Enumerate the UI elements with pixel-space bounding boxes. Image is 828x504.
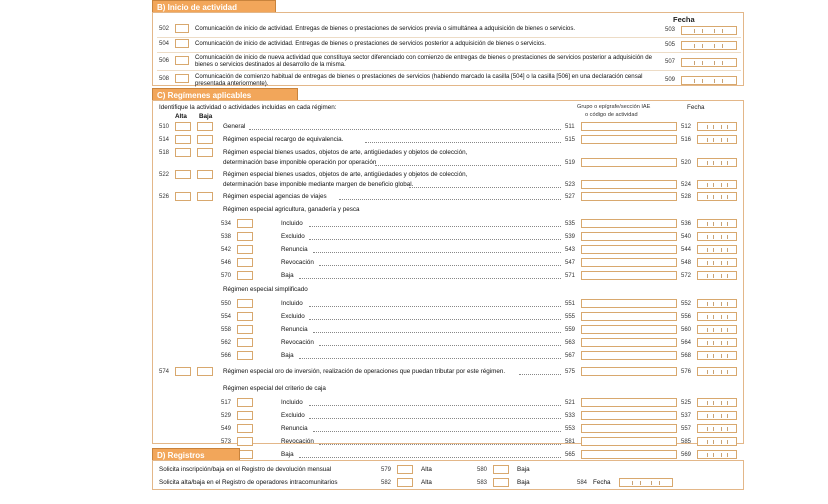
field-code-537: 537 xyxy=(681,413,692,419)
input-555[interactable] xyxy=(581,312,677,321)
checkbox-538[interactable] xyxy=(237,232,253,241)
field-code-522: 522 xyxy=(159,172,170,178)
checkbox-510-alta[interactable] xyxy=(175,122,191,131)
leader-dots xyxy=(365,142,561,143)
field-code-564: 564 xyxy=(681,340,692,346)
row-562 xyxy=(153,338,743,349)
field-code-547: 547 xyxy=(565,260,576,266)
leader-dots xyxy=(519,374,561,375)
field-code-514: 514 xyxy=(159,137,170,143)
leader-dots xyxy=(309,319,561,320)
checkbox-554[interactable] xyxy=(237,312,253,321)
row-554-text: Excluido xyxy=(281,313,305,320)
checkbox-534[interactable] xyxy=(237,219,253,228)
field-code-580: 580 xyxy=(477,467,488,473)
leader-dots xyxy=(339,199,561,200)
checkbox-542[interactable] xyxy=(237,245,253,254)
row-570-text: Baja xyxy=(281,272,294,279)
field-code-519: 519 xyxy=(565,160,576,166)
field-code-533: 533 xyxy=(565,413,576,419)
leader-dots xyxy=(313,252,561,253)
field-code-575: 575 xyxy=(565,369,576,375)
leader-dots xyxy=(309,405,561,406)
col-group-label: Grupo o epígrafe/sección IAE xyxy=(577,104,651,110)
section-c-intro: Identifique la actividad o actividades incluidas en cada régimen: xyxy=(159,104,337,111)
row-566 xyxy=(153,351,743,362)
agri-header: Régimen especial agricultura, ganadería y pesca xyxy=(223,206,360,213)
checkbox-579[interactable] xyxy=(397,465,413,474)
field-code-516: 516 xyxy=(681,137,692,143)
field-code-502: 502 xyxy=(159,26,170,32)
row-582 xyxy=(153,478,743,490)
input-523[interactable] xyxy=(581,180,677,189)
field-code-583: 583 xyxy=(477,480,488,486)
page-right-margin xyxy=(744,0,828,504)
field-code-562: 562 xyxy=(221,340,232,346)
field-code-558: 558 xyxy=(221,327,232,333)
field-code-550: 550 xyxy=(221,301,232,307)
input-581[interactable] xyxy=(581,437,677,446)
row-529 xyxy=(153,411,743,422)
row-550 xyxy=(153,299,743,310)
row-538-text: Excluido xyxy=(281,233,305,240)
leader-dots xyxy=(313,332,561,333)
row-582-text: Solicita alta/baja en el Registro de operadores intracomunitarios xyxy=(159,479,338,486)
section-b-title: B) Inicio de actividad xyxy=(157,3,238,12)
field-code-512: 512 xyxy=(681,124,692,130)
checkbox-550[interactable] xyxy=(237,299,253,308)
row-518-text2: determinación base imponible operación por operación xyxy=(223,159,377,166)
date-input-544[interactable] xyxy=(697,245,737,254)
field-code-574: 574 xyxy=(159,369,170,375)
date-input-584[interactable] xyxy=(619,478,673,487)
row-508 xyxy=(153,72,743,88)
row-526 xyxy=(153,192,743,203)
row-514 xyxy=(153,135,743,146)
date-input-548[interactable] xyxy=(697,258,737,267)
row-554 xyxy=(153,312,743,323)
field-code-566: 566 xyxy=(221,353,232,359)
row-573 xyxy=(153,437,743,448)
checkbox-529[interactable] xyxy=(237,411,253,420)
field-code-505: 505 xyxy=(665,42,676,48)
row-510 xyxy=(153,122,743,133)
field-code-579: 579 xyxy=(381,467,392,473)
checkbox-580[interactable] xyxy=(493,465,509,474)
field-code-549: 549 xyxy=(221,426,232,432)
input-559[interactable] xyxy=(581,325,677,334)
field-code-520: 520 xyxy=(681,160,692,166)
checkbox-517[interactable] xyxy=(237,398,253,407)
checkbox-573[interactable] xyxy=(237,437,253,446)
field-code-535: 535 xyxy=(565,221,576,227)
field-code-523: 523 xyxy=(565,182,576,188)
field-code-528: 528 xyxy=(681,194,692,200)
date-input-525[interactable] xyxy=(697,398,737,407)
col-baja-label: Baja xyxy=(199,113,213,120)
field-code-557: 557 xyxy=(681,426,692,432)
field-code-571: 571 xyxy=(565,273,576,279)
leader-dots xyxy=(309,226,561,227)
checkbox-574-baja[interactable] xyxy=(197,367,213,376)
checkbox-549[interactable] xyxy=(237,424,253,433)
row-546 xyxy=(153,258,743,269)
divider xyxy=(157,52,741,53)
row-542 xyxy=(153,245,743,256)
caja-header: Régimen especial del criterio de caja xyxy=(223,385,326,392)
row-542-text: Renuncia xyxy=(281,246,308,253)
col-group-label-2: o código de actividad xyxy=(585,112,638,118)
input-511[interactable] xyxy=(581,122,677,131)
date-input-520[interactable] xyxy=(697,158,737,167)
leader-dots xyxy=(299,278,561,279)
divider xyxy=(157,37,741,38)
row-517-text: Incluido xyxy=(281,399,303,406)
checkbox-504[interactable] xyxy=(175,39,189,48)
row-558 xyxy=(153,325,743,336)
field-code-573: 573 xyxy=(221,439,232,445)
row-579 xyxy=(153,465,743,477)
row-522 xyxy=(153,170,743,190)
field-code-565: 565 xyxy=(565,452,576,458)
simpl-header: Régimen especial simplificado xyxy=(223,286,308,293)
checkbox-582[interactable] xyxy=(397,478,413,487)
checkbox-522-alta[interactable] xyxy=(175,170,191,179)
row-582-fecha-label: Fecha xyxy=(593,479,611,486)
row-529-text: Excluido xyxy=(281,412,305,419)
field-code-506: 506 xyxy=(159,58,170,64)
field-code-567: 567 xyxy=(565,353,576,359)
checkbox-514-alta[interactable] xyxy=(175,135,191,144)
section-b xyxy=(152,0,744,86)
field-code-552: 552 xyxy=(681,301,692,307)
row-579-alta-label: Alta xyxy=(421,466,432,473)
row-506-text: Comunicación de inicio de nueva actividad que constituya sector diferenciado con comienzo de entregas de bienes o prestaciones de servicios posterior a adquisición de bienes o servicios destinados al desarrollo de la misma. xyxy=(195,54,652,69)
row-566-text: Baja xyxy=(281,352,294,359)
field-code-536: 536 xyxy=(681,221,692,227)
row-582-baja-label: Baja xyxy=(517,479,530,486)
row-534 xyxy=(153,219,743,230)
field-code-551: 551 xyxy=(565,301,576,307)
field-code-540: 540 xyxy=(681,234,692,240)
field-code-527: 527 xyxy=(565,194,576,200)
row-502-text: Comunicación de inicio de actividad. Entregas de bienes o prestaciones de servicios previa o simultánea a adquisición de bienes o servicios. xyxy=(195,25,576,32)
date-input-507[interactable] xyxy=(681,58,737,67)
field-code-507: 507 xyxy=(665,59,676,65)
date-input-540[interactable] xyxy=(697,232,737,241)
row-504-text: Comunicación de inicio de actividad. Entregas de bienes o prestaciones de servicios posterior a adquisición de bienes o servicios. xyxy=(195,40,546,47)
row-538 xyxy=(153,232,743,243)
leader-dots xyxy=(309,239,561,240)
field-code-559: 559 xyxy=(565,327,576,333)
checkbox-522-baja[interactable] xyxy=(197,170,213,179)
date-input-528[interactable] xyxy=(697,192,737,201)
date-input-572[interactable] xyxy=(697,271,737,280)
row-526-text: Régimen especial agencias de viajes xyxy=(223,193,327,200)
section-d-title: D) Registros xyxy=(157,451,205,460)
field-code-509: 509 xyxy=(665,77,676,83)
date-input-516[interactable] xyxy=(697,135,737,144)
row-514-text: Régimen especial recargo de equivalencia. xyxy=(223,136,344,143)
row-518-text: Régimen especial bienes usados, objetos de arte, antigüedades y objetos de colección, xyxy=(223,149,468,156)
leader-dots xyxy=(319,265,561,266)
checkbox-583[interactable] xyxy=(493,478,509,487)
col-fecha-label: Fecha xyxy=(687,104,705,111)
input-533[interactable] xyxy=(581,411,677,420)
section-d-panel xyxy=(152,460,744,490)
leader-dots xyxy=(309,306,561,307)
field-code-553: 553 xyxy=(565,426,576,432)
input-539[interactable] xyxy=(581,232,677,241)
date-input-503[interactable] xyxy=(681,26,737,35)
row-582-alta-label: Alta xyxy=(421,479,432,486)
input-521[interactable] xyxy=(581,398,677,407)
date-input-556[interactable] xyxy=(697,312,737,321)
row-502 xyxy=(153,24,743,38)
field-code-510: 510 xyxy=(159,124,170,130)
field-code-555: 555 xyxy=(565,314,576,320)
row-518 xyxy=(153,148,743,168)
field-code-556: 556 xyxy=(681,314,692,320)
date-input-552[interactable] xyxy=(697,299,737,308)
field-code-534: 534 xyxy=(221,221,232,227)
section-d xyxy=(152,448,744,490)
divider xyxy=(157,70,741,71)
date-input-509[interactable] xyxy=(681,76,737,85)
field-code-581: 581 xyxy=(565,439,576,445)
field-code-515: 515 xyxy=(565,137,576,143)
checkbox-526-baja[interactable] xyxy=(197,192,213,201)
field-code-585: 585 xyxy=(681,439,692,445)
checkbox-502[interactable] xyxy=(175,24,189,33)
field-code-504: 504 xyxy=(159,41,170,47)
field-code-511: 511 xyxy=(565,124,575,130)
checkbox-518-alta[interactable] xyxy=(175,148,191,157)
row-579-text: Solicita inscripción/baja en el Registro de devolución mensual xyxy=(159,466,332,473)
date-input-537[interactable] xyxy=(697,411,737,420)
field-code-542: 542 xyxy=(221,247,232,253)
field-code-526: 526 xyxy=(159,194,170,200)
field-code-572: 572 xyxy=(681,273,692,279)
row-573-text: Revocación xyxy=(281,438,314,445)
checkbox-510-baja[interactable] xyxy=(197,122,213,131)
field-code-546: 546 xyxy=(221,260,232,266)
leader-dots xyxy=(313,431,561,432)
leader-dots xyxy=(375,165,561,166)
input-563[interactable] xyxy=(581,338,677,347)
date-input-536[interactable] xyxy=(697,219,737,228)
row-561-text: Baja xyxy=(281,451,294,458)
field-code-560: 560 xyxy=(681,327,692,333)
input-547[interactable] xyxy=(581,258,677,267)
input-567[interactable] xyxy=(581,351,677,360)
date-input-557[interactable] xyxy=(697,424,737,433)
field-code-543: 543 xyxy=(565,247,576,253)
input-553[interactable] xyxy=(581,424,677,433)
row-550-text: Incluido xyxy=(281,300,303,307)
field-code-517: 517 xyxy=(221,400,232,406)
row-546-text: Revocación xyxy=(281,259,314,266)
row-549-text: Renuncia xyxy=(281,425,308,432)
checkbox-546[interactable] xyxy=(237,258,253,267)
row-510-text: General xyxy=(223,123,246,130)
section-b-panel xyxy=(152,12,744,86)
page-left-margin xyxy=(0,0,152,504)
form-body xyxy=(152,0,744,504)
field-code-548: 548 xyxy=(681,260,692,266)
field-code-529: 529 xyxy=(221,413,232,419)
field-code-563: 563 xyxy=(565,340,576,346)
leader-dots xyxy=(309,418,561,419)
date-input-585[interactable] xyxy=(697,437,737,446)
field-code-524: 524 xyxy=(681,182,692,188)
date-input-564[interactable] xyxy=(697,338,737,347)
row-570 xyxy=(153,271,743,282)
row-504 xyxy=(153,39,743,53)
date-input-560[interactable] xyxy=(697,325,737,334)
field-code-584: 584 xyxy=(577,480,588,486)
checkbox-508[interactable] xyxy=(175,74,189,83)
field-code-568: 568 xyxy=(681,353,692,359)
field-code-570: 570 xyxy=(221,273,232,279)
checkbox-526-alta[interactable] xyxy=(175,192,191,201)
field-code-503: 503 xyxy=(665,27,676,33)
field-code-582: 582 xyxy=(381,480,392,486)
row-522-text: Régimen especial bienes usados, objetos de arte, antigüedades y objetos de colección, xyxy=(223,171,468,178)
row-522-text2: determinación base imponible mediante margen de beneficio global. xyxy=(223,181,414,188)
checkbox-574-alta[interactable] xyxy=(175,367,191,376)
row-579-baja-label: Baja xyxy=(517,466,530,473)
input-543[interactable] xyxy=(581,245,677,254)
date-input-568[interactable] xyxy=(697,351,737,360)
col-alta-label: Alta xyxy=(175,113,187,120)
leader-dots xyxy=(409,187,561,188)
leader-dots xyxy=(249,129,561,130)
field-code-576: 576 xyxy=(681,369,692,375)
row-517 xyxy=(153,398,743,409)
row-558-text: Renuncia xyxy=(281,326,308,333)
leader-dots xyxy=(319,444,561,445)
field-code-525: 525 xyxy=(681,400,692,406)
checkbox-518-baja[interactable] xyxy=(197,148,213,157)
date-input-524[interactable] xyxy=(697,180,737,189)
row-562-text: Revocación xyxy=(281,339,314,346)
section-b-fecha-label: Fecha xyxy=(673,15,695,24)
field-code-554: 554 xyxy=(221,314,232,320)
row-508-text: Comunicación de comienzo habitual de entregas de bienes o prestaciones de servicios (habiendo marcado la casilla [504] o la casilla [506] en una declaración censal presentada anteriormente). xyxy=(195,73,643,88)
date-input-576[interactable] xyxy=(697,367,737,376)
checkbox-562[interactable] xyxy=(237,338,253,347)
leader-dots xyxy=(319,345,561,346)
row-574-text: Régimen especial oro de inversión, realización de operaciones que puedan tributar por este régimen. xyxy=(223,368,506,375)
row-549 xyxy=(153,424,743,435)
field-code-508: 508 xyxy=(159,76,170,82)
field-code-544: 544 xyxy=(681,247,692,253)
row-534-text: Incluido xyxy=(281,220,303,227)
field-code-538: 538 xyxy=(221,234,232,240)
input-519[interactable] xyxy=(581,158,677,167)
section-c-title: C) Regímenes aplicables xyxy=(157,91,252,100)
checkbox-558[interactable] xyxy=(237,325,253,334)
leader-dots xyxy=(299,358,561,359)
input-575[interactable] xyxy=(581,367,677,376)
checkbox-570[interactable] xyxy=(237,271,253,280)
date-input-505[interactable] xyxy=(681,41,737,50)
input-515[interactable] xyxy=(581,135,677,144)
field-code-518: 518 xyxy=(159,150,170,156)
input-535[interactable] xyxy=(581,219,677,228)
page-bottom-margin xyxy=(0,490,828,504)
checkbox-506[interactable] xyxy=(175,56,189,65)
input-551[interactable] xyxy=(581,299,677,308)
field-code-521: 521 xyxy=(565,400,576,406)
input-527[interactable] xyxy=(581,192,677,201)
row-574 xyxy=(153,367,743,378)
field-code-569: 569 xyxy=(681,452,692,458)
input-571[interactable] xyxy=(581,271,677,280)
field-code-539: 539 xyxy=(565,234,576,240)
checkbox-566[interactable] xyxy=(237,351,253,360)
date-input-512[interactable] xyxy=(697,122,737,131)
checkbox-514-baja[interactable] xyxy=(197,135,213,144)
